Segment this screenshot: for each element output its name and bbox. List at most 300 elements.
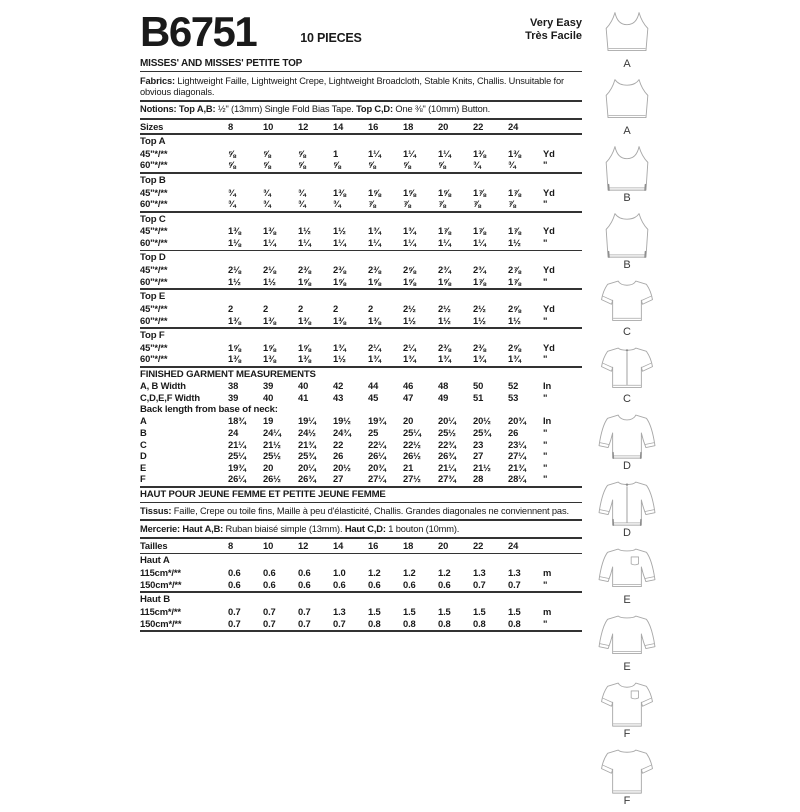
value-cell: 26¾ [438,450,456,462]
value-cell: 25¼ [228,450,246,462]
row-label: A [140,415,147,427]
value-cell: 21½ [263,438,281,450]
value-cell: 52 [508,380,519,392]
metric-yardage-row [140,606,582,618]
difficulty-french: Très Facile [525,30,582,42]
longsleeve-back-icon [596,611,658,661]
row-label: 60"*/** [140,236,168,248]
value-cell: ¾ [298,198,306,210]
row-label: 45"*/** [140,147,168,159]
value-cell: 1⅝ [298,341,311,353]
unit-cell: " [543,617,548,629]
row-label: 115cm*/** [140,605,181,617]
longsleeve-long-front-icon [596,410,658,460]
section-divider [140,486,582,488]
garment-view-letter: D [623,527,631,539]
section-divider [140,630,582,632]
lead-in-bold-text: Haut C,D: [344,523,389,534]
value-cell: 0.6 [298,567,311,579]
value-cell: 1⅜ [228,314,241,326]
pattern-number: B6751 [140,8,257,55]
value-cell: 45 [368,392,379,404]
value-cell: ¾ [228,198,236,210]
value-cell: 24¼ [263,427,281,439]
value-cell: ¾ [228,186,236,198]
value-cell: ⅝ [333,159,341,171]
value-cell: 2 [368,302,374,314]
yardage-row [140,237,582,249]
value-cell: 22 [333,438,344,450]
back-length-row [140,473,582,485]
group-title: Top F [140,329,165,341]
value-cell: 0.7 [508,578,521,590]
value-cell: 0.7 [298,605,311,617]
value-cell: 0.7 [473,578,486,590]
unit-cell: " [543,473,548,485]
notions-line [140,103,582,117]
value-cell: 25¾ [298,450,316,462]
section-divider [140,553,582,555]
section-divider [140,366,582,368]
value-cell: 1⅞ [438,225,451,237]
value-cell: ⅝ [263,147,271,159]
unit-cell: " [543,578,548,590]
value-cell: 14 [333,540,344,551]
tank-back-icon [596,75,658,125]
value-cell: 27¾ [438,473,456,485]
back-length-title: Back length from base of neck: [140,403,278,415]
garment-view-letter: B [623,192,631,204]
value-cell: 1⅞ [473,275,486,287]
unit-cell: " [543,438,548,450]
value-cell: 20 [438,540,449,551]
value-cell: 2⅜ [473,341,486,353]
unit-cell: In [543,380,552,392]
garment-f-illustration [589,678,665,740]
value-cell: 0.7 [228,605,241,617]
metric-yardage-row [140,567,582,579]
lead-in-bold-text: Notions: Top A,B: [140,104,218,115]
value-cell: 18 [403,120,414,132]
value-cell: ¾ [473,159,481,171]
row-label: A, B Width [140,380,186,392]
section-divider [140,211,582,213]
value-cell: 0.8 [473,617,486,629]
finished-measurements-title: FINISHED GARMENT MEASUREMENTS [140,368,316,380]
value-cell: 10 [263,540,274,551]
value-cell: 22¾ [438,438,456,450]
unit-cell: Yd [543,302,555,314]
row-label: 150cm*/** [140,617,182,629]
value-cell: 25½ [438,427,456,439]
value-cell: ⅝ [438,159,446,171]
back-length-row [140,462,582,474]
value-cell: 53 [508,392,519,404]
value-cell: 2 [298,302,304,314]
value-cell: 43 [333,392,344,404]
row-label: 45"*/** [140,264,168,276]
back-length-row [140,415,582,427]
value-cell: 42 [333,380,344,392]
value-cell: 1.2 [438,567,451,579]
row-label: 115cm*/** [140,567,181,579]
unit-cell: m [543,567,552,579]
unit-cell: " [543,450,548,462]
value-cell: 26¼ [228,473,246,485]
value-cell: 19¾ [368,415,386,427]
yardage-row [140,342,582,354]
group-title: Top A [140,135,166,147]
value-cell: 2⅜ [438,341,451,353]
garment-view-letter: C [623,393,631,405]
value-cell: 1½ [403,314,416,326]
row-label: 45"*/** [140,341,168,353]
yardage-table [140,121,582,632]
tank-long-back-icon [596,209,658,259]
value-cell: 0.7 [228,617,241,629]
value-cell: 23 [473,438,484,450]
value-cell: 0.8 [438,617,451,629]
value-cell: 46 [403,380,414,392]
value-cell: ⅝ [228,147,236,159]
value-cell: 50 [473,380,484,392]
value-cell: 1⅜ [228,353,241,365]
unit-cell: " [543,275,548,287]
value-cell: 0.7 [263,617,276,629]
value-cell: ⅞ [438,198,446,210]
title-french: HAUT POUR JEUNE FEMME ET PETITE JEUNE FEMME [140,488,386,500]
value-cell: 21½ [473,461,491,473]
value-cell: 19 [263,415,274,427]
value-cell: ⅝ [228,159,236,171]
garment-e-illustration [589,544,665,606]
value-cell: ⅝ [298,147,306,159]
yardage-row [140,198,582,210]
tank-long-front-icon [596,142,658,192]
info-sheet [140,8,582,633]
row-label: 60"*/** [140,198,168,210]
row-label: Tailles [140,540,168,551]
value-cell: 1¼ [333,236,346,248]
back-length-row [140,427,582,439]
garment-view-letter: F [623,795,631,807]
value-cell: 1⅝ [333,275,346,287]
value-cell: 1¾ [403,225,416,237]
value-cell: 1⅝ [438,275,451,287]
value-cell: 16 [368,120,379,132]
value-cell: 1⅝ [368,186,381,198]
garment-c-illustration [589,276,665,338]
value-cell: 25½ [263,450,281,462]
row-label: 60"*/** [140,353,168,365]
value-cell: 2¾ [473,264,486,276]
row-label: F [140,473,146,485]
row-label: B [140,427,147,439]
value-cell: 1⅜ [263,225,276,237]
value-cell: 2⅞ [508,264,521,276]
value-cell: 26 [333,450,344,462]
value-cell: 1½ [333,225,346,237]
lead-in-bold-text: Fabrics: [140,75,178,86]
value-cell: 21¾ [508,461,526,473]
fabrics-line [140,74,582,99]
unit-cell [543,540,582,552]
garment-c-illustration [589,343,665,405]
longsleeve-long-back-button-icon [596,477,658,527]
divider [140,100,582,102]
value-cell: 0.6 [263,578,276,590]
unit-cell: " [543,392,548,404]
value-cell: 1¼ [403,147,416,159]
value-cell: 1⅜ [263,353,276,365]
row-label: 60"*/** [140,159,168,171]
value-cell: 2 [333,302,339,314]
garment-a-illustration [589,8,665,70]
value-cell: ⅞ [368,198,376,210]
value-cell: 27¼ [368,473,386,485]
header [140,8,582,55]
value-cell: 1¼ [438,147,451,159]
value-cell: 28 [473,473,484,485]
value-cell: 22½ [403,438,421,450]
value-cell: 0.6 [298,578,311,590]
value-cell: 19½ [333,415,351,427]
value-cell: 1⅝ [368,275,381,287]
value-cell: 1½ [508,314,521,326]
tailles-header-row [140,540,582,552]
value-cell: 2⅝ [508,302,521,314]
value-cell: 20¾ [368,461,386,473]
garment-b-illustration [589,142,665,204]
yardage-row [140,353,582,365]
value-cell: 24½ [298,427,316,439]
value-cell: 47 [403,392,414,404]
value-cell: 24 [508,120,519,132]
group-title: Haut A [140,555,170,567]
value-cell: 2⅜ [298,264,311,276]
value-cell: 1¼ [263,236,276,248]
value-cell: 1½ [298,225,311,237]
value-cell: 1¾ [333,341,346,353]
value-cell: 1¼ [368,147,381,159]
value-cell: 1¾ [508,353,521,365]
value-cell: 24 [228,427,239,439]
value-cell: 8 [228,540,234,551]
section-divider [140,327,582,329]
value-cell: 1⅜ [228,225,241,237]
value-cell: 1.2 [368,567,381,579]
value-cell: 0.7 [298,617,311,629]
value-cell: 8 [228,120,234,132]
value-cell: 1⅞ [473,186,486,198]
garment-view-letter: C [623,326,631,338]
value-cell: 1⅝ [403,275,416,287]
body-text: Ruban biaisé simple (13mm). [225,523,345,534]
value-cell: 2¼ [403,341,416,353]
value-cell: 28¼ [508,473,526,485]
value-cell: 38 [228,380,239,392]
unit-cell: m [543,605,552,617]
value-cell: 22 [473,540,484,551]
group-title: Haut B [140,594,171,606]
section-divider [140,502,582,504]
value-cell: 0.7 [333,617,346,629]
value-cell: 0.8 [403,617,416,629]
value-cell: 20¾ [508,415,526,427]
row-label: Sizes [140,120,164,132]
metric-yardage-row [140,579,582,591]
tissus-line [140,504,582,518]
value-cell: ⅝ [298,159,306,171]
lead-in-bold-text: Mercerie: Haut A,B: [140,523,226,534]
value-cell: 1⅞ [508,275,521,287]
row-label: 60"*/** [140,275,168,287]
unit-cell: " [543,427,548,439]
garment-view-letter: E [623,661,631,673]
value-cell: 1⅜ [263,314,276,326]
value-cell: 18¾ [228,415,246,427]
yardage-row [140,303,582,315]
body-text: Faille, Crepe ou toile fins, Maille à peu d'élasticité, Challis. Grandes diagonales ne conviennent pas. [173,505,569,516]
value-cell: 2¼ [368,341,381,353]
value-cell: 1½ [508,236,521,248]
value-cell: ⅝ [368,159,376,171]
yardage-row [140,187,582,199]
value-cell: 1.5 [403,605,416,617]
value-cell: 1⅜ [473,147,486,159]
value-cell: 2⅜ [333,264,346,276]
unit-cell: Yd [543,225,555,237]
value-cell: ⅞ [473,198,481,210]
row-label: 45"*/** [140,302,168,314]
tee-back-icon [596,745,658,795]
value-cell: 10 [263,120,274,132]
value-cell: 0.6 [333,578,346,590]
value-cell: 25 [368,427,379,439]
value-cell: 1.5 [368,605,381,617]
value-cell: 1¾ [473,353,486,365]
value-cell: 26¼ [368,450,386,462]
value-cell: 21¼ [228,438,246,450]
body-text: One ⅜" (10mm) Button. [395,104,491,115]
width-row [140,392,582,404]
width-row [140,380,582,392]
body-text: Lightweight Faille, Lightweight Crepe, Lightweight Broadcloth, Stable Knits, Challis. Unsuitable for obvious diagonals. [140,75,564,97]
value-cell: 40 [263,392,274,404]
value-cell: 1⅜ [333,314,346,326]
yardage-row [140,276,582,288]
value-cell: 2½ [403,302,416,314]
value-cell: 1⅞ [508,186,521,198]
value-cell: 1⅜ [298,353,311,365]
section-divider [140,591,582,593]
section-divider [140,537,582,539]
group-title: Top E [140,291,166,303]
value-cell: 1.3 [473,567,486,579]
value-cell: 2½ [473,302,486,314]
tee-front-icon [596,276,658,326]
yardage-row [140,225,582,237]
value-cell: 1⅝ [228,341,241,353]
row-label: 150cm*/** [140,578,182,590]
row-label: C [140,438,147,450]
unit-cell: Yd [543,341,555,353]
value-cell: 0.6 [403,578,416,590]
value-cell: 1¾ [403,353,416,365]
body-text: ½" (13mm) Single Fold Bias Tape. [217,104,357,115]
value-cell: 26¾ [298,473,316,485]
unit-cell: " [543,159,548,171]
value-cell: 23¼ [508,438,526,450]
yardage-row [140,148,582,160]
unit-cell: Yd [543,186,555,198]
value-cell: 1.5 [438,605,451,617]
value-cell: 22 [473,120,484,132]
unit-cell [543,121,582,133]
value-cell: 24 [508,540,519,551]
value-cell: ¾ [508,159,516,171]
garment-e-illustration [589,611,665,673]
value-cell: 26½ [403,450,421,462]
mercerie-line [140,522,582,536]
garment-view-letter: B [623,259,631,271]
value-cell: 0.6 [368,578,381,590]
value-cell: 22¼ [368,438,386,450]
value-cell: 1½ [228,275,241,287]
value-cell: 21¾ [298,438,316,450]
longsleeve-pocket-front-icon [596,544,658,594]
value-cell: 24¾ [333,427,351,439]
value-cell: 27¼ [508,450,526,462]
value-cell: 1.5 [473,605,486,617]
sizes-header-row [140,121,582,133]
value-cell: 1⅜ [333,186,346,198]
garment-view-letter: A [623,125,631,137]
value-cell: 0.7 [263,605,276,617]
unit-cell: " [543,314,548,326]
value-cell: 1¾ [368,353,381,365]
body-text: 1 bouton (10mm). [388,523,460,534]
row-label: 45"*/** [140,186,168,198]
value-cell: 0.6 [438,578,451,590]
divider [140,118,582,120]
value-cell: 1⅞ [473,225,486,237]
garment-a-illustration [589,75,665,137]
unit-cell: " [543,236,548,248]
row-label: E [140,461,147,473]
value-cell: 2¾ [438,264,451,276]
value-cell: ¾ [333,198,341,210]
lead-in-bold-text: Top C,D: [356,104,396,115]
value-cell: ¾ [263,186,271,198]
garment-view-letter: E [623,594,631,606]
value-cell: 41 [298,392,309,404]
value-cell: ¾ [298,186,306,198]
section-divider [140,288,582,290]
value-cell: 1½ [473,314,486,326]
section-divider [140,133,582,135]
value-cell: 2½ [438,302,451,314]
value-cell: 1¾ [438,353,451,365]
value-cell: 21 [403,461,414,473]
row-label: 60"*/** [140,314,168,326]
value-cell: 44 [368,380,379,392]
value-cell: 1.3 [508,567,521,579]
value-cell: 1½ [438,314,451,326]
value-cell: 1½ [263,275,276,287]
unit-cell: " [543,198,548,210]
yardage-row [140,159,582,171]
